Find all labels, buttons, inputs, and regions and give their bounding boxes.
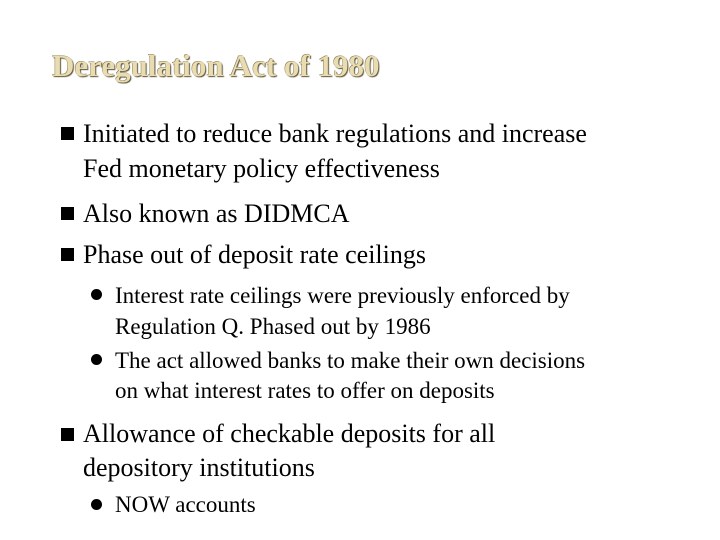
- bullet-line: Also known as DIDMCA: [83, 199, 350, 228]
- square-bullet-icon: [61, 207, 74, 220]
- bullet-line: depository institutions: [83, 453, 315, 482]
- round-bullet-icon: [91, 289, 102, 300]
- bullet-line: Allowance of checkable deposits for all: [83, 419, 496, 448]
- bullet-line: Phase out of deposit rate ceilings: [83, 240, 426, 269]
- bullet-line: Interest rate ceilings were previously enforced by: [115, 283, 570, 308]
- bullet-line: NOW accounts: [115, 492, 256, 517]
- square-bullet-icon: [61, 127, 74, 140]
- square-bullet-icon: [61, 248, 74, 261]
- bullet-line: Initiated to reduce bank regulations and increase: [83, 119, 587, 148]
- square-bullet-icon: [61, 428, 74, 441]
- round-bullet-icon: [91, 499, 102, 510]
- slide-title: Deregulation Act of 1980: [52, 48, 380, 83]
- bullet-line: Fed monetary policy effectiveness: [83, 154, 440, 183]
- bullet-line: Regulation Q. Phased out by 1986: [115, 314, 431, 339]
- bullet-line: on what interest rates to offer on deposits: [115, 378, 495, 403]
- bullet-line: The act allowed banks to make their own decisions: [115, 348, 586, 373]
- round-bullet-icon: [91, 354, 102, 365]
